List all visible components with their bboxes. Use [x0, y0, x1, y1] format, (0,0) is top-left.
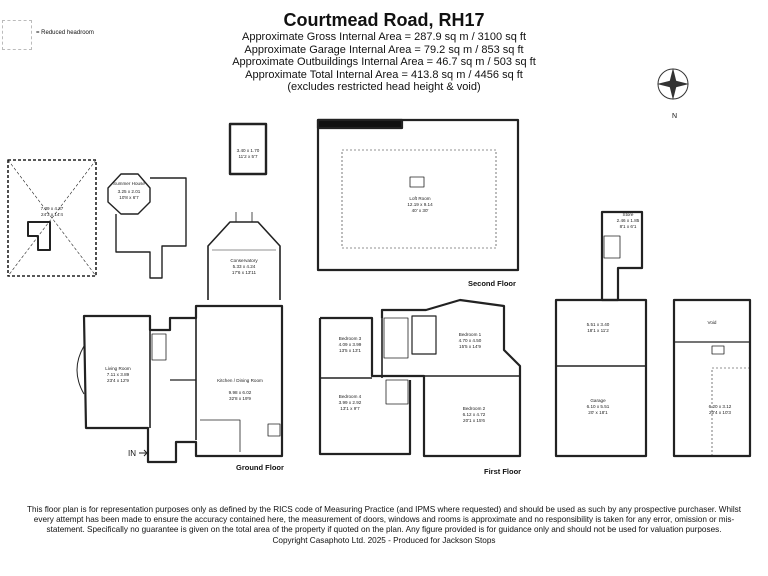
garage-area-line: Approximate Garage Internal Area = 79.2 sq m / 853 sq ft: [244, 43, 524, 56]
kitchen-name: Kitchen / Dining Room: [217, 378, 263, 383]
bedroom-1-imperial: 15'5 x 14'9: [459, 344, 481, 349]
shed-imperial: 11'2 x 5'7: [238, 154, 258, 159]
kitchen-imperial: 32'8 x 19'9: [229, 396, 251, 401]
ground-floor-label: Ground Floor: [236, 463, 284, 472]
garage-dims: 6.10 x 5.51: [586, 404, 610, 409]
summer-house-imperial: 10'8 x 6'7: [119, 195, 139, 200]
loft-name: Loft Room: [409, 196, 431, 201]
store-dims: 2.46 x 1.85: [616, 218, 640, 223]
bedroom-2-dims: 6.12 x 4.72: [462, 412, 486, 417]
north-label: N: [672, 113, 678, 120]
loft-dims: 12.19 x 9.14: [407, 202, 433, 207]
store-name: Store: [622, 212, 634, 217]
bedroom-1-dims: 4.70 x 4.50: [458, 338, 482, 343]
first-floor-label: First Floor: [484, 467, 522, 476]
garage-upper-imperial: 20'4 x 10'3: [709, 410, 731, 415]
disclaimer-text: This floor plan is for representation purposes only as defined by the RICS code of Measuring Practice (and IPMS where requested) and should be used as such by any prospective purchaser. Whilst every attempt has been made to ensure the accuracy contained here, the measurement of doors, windows and rooms is approximate and no responsibility is taken for any error, omission or mis-statement. Specifically no guarantee is given on the total area of the property if quoted on the plan. Any figure provided is for guidance only and should not be used for valuation purposes.: [26, 505, 742, 535]
living-room-name: Living Room: [105, 366, 131, 371]
conservatory: [208, 212, 280, 300]
legend-label: = Reduced headroom: [36, 30, 94, 36]
compass-icon: [657, 68, 689, 100]
page-title: Courtmead Road, RH17: [283, 10, 485, 30]
gross-area-line: Approximate Gross Internal Area = 287.9 sq m / 3100 sq ft: [241, 31, 526, 43]
void-label: Void: [707, 320, 717, 325]
second-floor-label: Second Floor: [468, 279, 516, 288]
garage-room-imperial: 18'1 x 11'2: [587, 328, 609, 333]
bedroom-2-imperial: 20'1 x 15'6: [463, 418, 485, 423]
garage-imperial: 20' x 18'1: [588, 410, 608, 415]
garage-upper-dims: 6.20 x 3.12: [708, 404, 732, 409]
entrance-arrow-icon: [139, 450, 147, 456]
first-floor-plan: [320, 300, 520, 456]
living-room-dims: 7.11 x 3.89: [106, 372, 130, 377]
conservatory-name: Conservatory: [230, 258, 258, 263]
living-room-imperial: 23'4 x 12'9: [107, 378, 129, 383]
garage-ground-plan: [556, 212, 646, 456]
copyright-text: Copyright Casaphoto Ltd. 2025 - Produced for Jackson Stops: [272, 535, 496, 545]
bedroom-3-imperial: 13'5 x 13'1: [339, 348, 361, 353]
outbuilding1-imperial: 24'3 x 14'4: [41, 212, 63, 217]
garage-name: Garage: [590, 398, 606, 403]
bedroom-4-dims: 3.99 x 2.92: [338, 400, 362, 405]
bedroom-4-name: Bedroom 4: [338, 394, 362, 399]
exclusions-note: (excludes restricted head height & void): [287, 81, 481, 93]
outbuilding-1: [8, 160, 96, 276]
bedroom-1-name: Bedroom 1: [458, 332, 482, 337]
total-area-line: Approximate Total Internal Area = 413.8 sq m / 4456 sq ft: [245, 68, 523, 81]
bedroom-3-dims: 4.09 x 3.99: [338, 342, 362, 347]
kitchen-dims: 9.98 x 6.02: [228, 390, 252, 395]
garage-room-dims: 5.51 x 3.40: [586, 322, 610, 327]
store-imperial: 8'1 x 6'1: [619, 224, 637, 229]
summer-house-dims: 3.25 x 2.01: [117, 189, 141, 194]
bedroom-2-name: Bedroom 2: [462, 406, 486, 411]
conservatory-imperial: 17'6 x 13'11: [231, 270, 257, 275]
bedroom-4-imperial: 13'1 x 9'7: [340, 406, 360, 411]
outbuilding1-dims: 7.39 x 4.37: [40, 206, 64, 211]
loft-imperial: 40' x 30': [411, 208, 429, 213]
ground-floor-plan: [77, 306, 282, 462]
summer-house-name: Summer House: [113, 181, 145, 186]
entrance-label: IN: [128, 449, 136, 458]
conservatory-dims: 5.33 x 4.24: [232, 264, 256, 269]
shed-dims: 3.40 x 1.70: [236, 148, 260, 153]
second-floor-plan: [318, 120, 518, 270]
outbuildings-area-line: Approximate Outbuildings Internal Area = 46.7 sq m / 503 sq ft: [232, 56, 536, 68]
bedroom-3-name: Bedroom 3: [338, 336, 362, 341]
